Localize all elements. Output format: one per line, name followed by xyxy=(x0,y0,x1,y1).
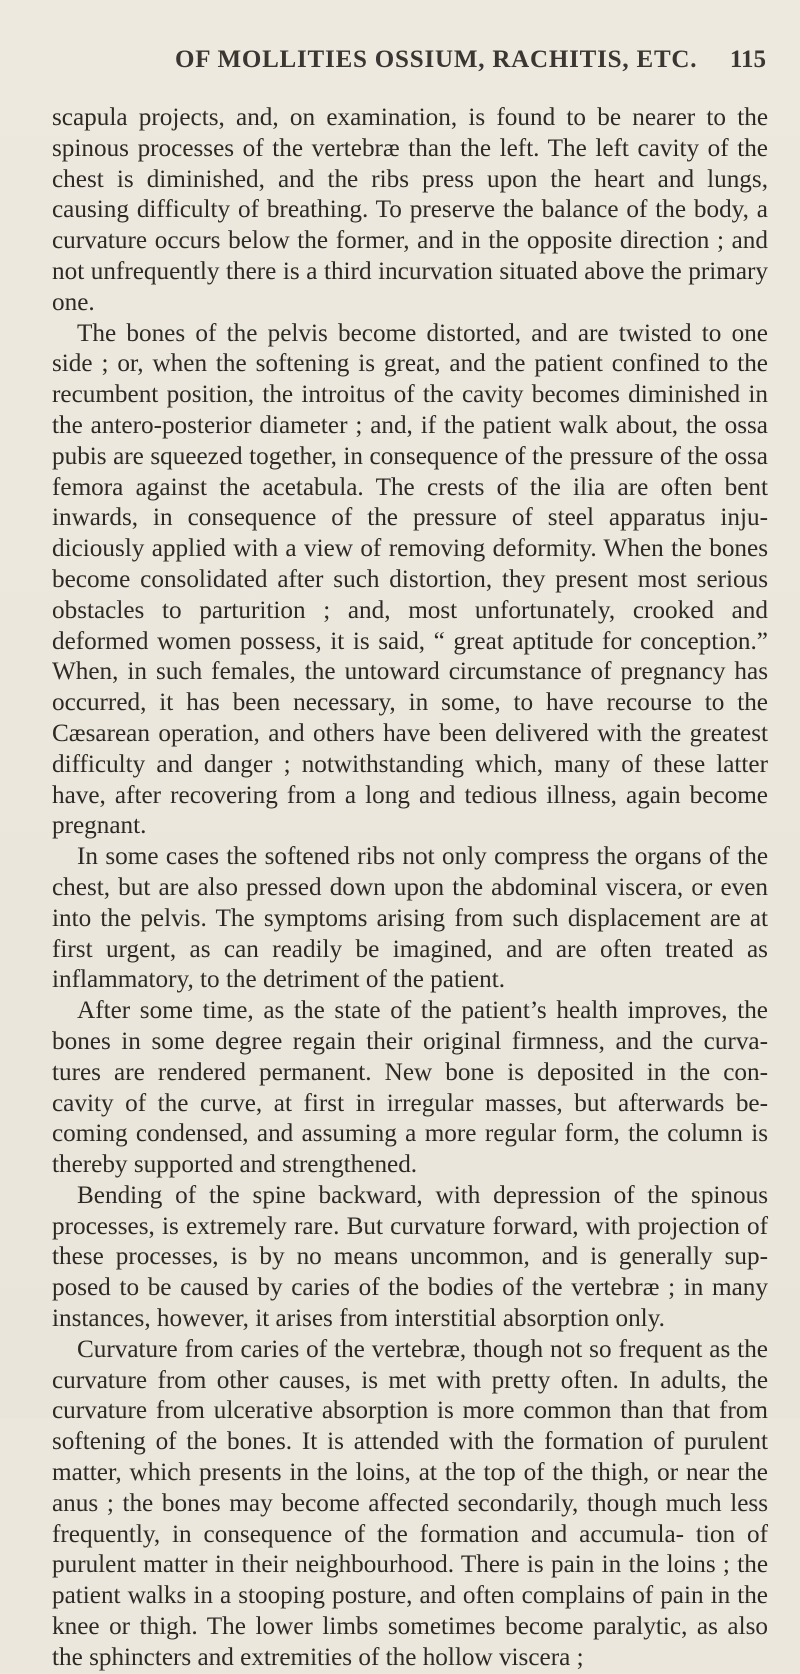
paragraph-pelvis: The bones of the pelvis become distorted, and are twisted to one side ; or, when the softening is great, and the patient confined to the recumbent position, the introitus of the cavity becomes diminished in the antero-posterior diameter ; and, if the patient walk about, the ossa pubis are squeezed together, in consequence of the pressure of the ossa femora against the acetabula. The crests of the ilia are often bent inwards, in consequence of the pressure of steel apparatus inju- diciously applied with a view of removing deformity. When the bones become consolidated after such distortion, they present most serious obstacles to parturition ; and, most unfortunately, crooked and deformed women possess, it is said, “ great aptitude for conception.” When, in such females, the untoward circumstance of pregnancy has occurred, it has been necessary, in some, to have recourse to the Cæsarean operation, and others have been delivered with the greatest difficulty and danger ; notwithstanding which, many of these latter have, after recovering from a long and tedious illness, again become pregnant. xyxy=(52,319,768,840)
running-title: OF MOLLITIES OSSIUM, RACHITIS, ETC. xyxy=(175,46,698,73)
paragraph-ribs: In some cases the softened ribs not only compress the organs of the chest, but are also pressed down upon the abdominal viscera, or even into the pelvis. The symptoms arising from such displacement are at first urgent, as can readily be imagined, and are often treated as inflammatory, to the detriment of the patient. xyxy=(52,843,768,994)
paragraph-caries: Curvature from caries of the vertebræ, though not so frequent as the curvature from other causes, is met with pretty often. In adults, the curvature from ulcerative absorption is more common than that from softening of the bones. It is attended with the formation of purulent matter, which presents in the loins, at the top of the thigh, or near the anus ; the bones may become affected secondarily, though much less frequently, in consequence of the formation and accumula- tion of purulent matter in their neighbourhood. There is pain in the loins ; the patient walks in a stooping posture, and often complains of pain in the knee or thigh. The lower limbs sometimes become paralytic, as also the sphincters and extremities of the hollow viscera ; xyxy=(52,1335,768,1671)
page-number: 115 xyxy=(729,46,766,73)
paragraph-spine-bending: Bending of the spine backward, with depression of the spinous processes, is extremely rare. But curvature forward, with projection of these processes, is by no means uncommon, and is generally sup- posed to be caused by caries of the bodies of the vertebræ ; in many instances, however, it arises from interstitial absorption only. xyxy=(52,1181,768,1333)
body-text xyxy=(52,103,768,1674)
paragraph-continued: scapula projects, and, on examination, is found to be nearer to the spinous processes of the vertebræ than the left. The left cavity of the chest is diminished, and the ribs press upon the heart and lungs, causing difficulty of breathing. To preserve the balance of the body, a curvature occurs below the former, and in the opposite direction ; and not unfrequently there is a third incurvation situated above the primary one. xyxy=(52,104,768,316)
running-head xyxy=(0,46,800,80)
paragraph-recovery: After some time, as the state of the patient’s health improves, the bones in some degree regain their original firmness, and the curva- tures are rendered permanent. New bone is deposited in the con- cavity of the curve, at first in irregular masses, but afterwards be- coming condensed, and assuming a more regular form, the column is thereby supported and strengthened. xyxy=(52,997,768,1179)
